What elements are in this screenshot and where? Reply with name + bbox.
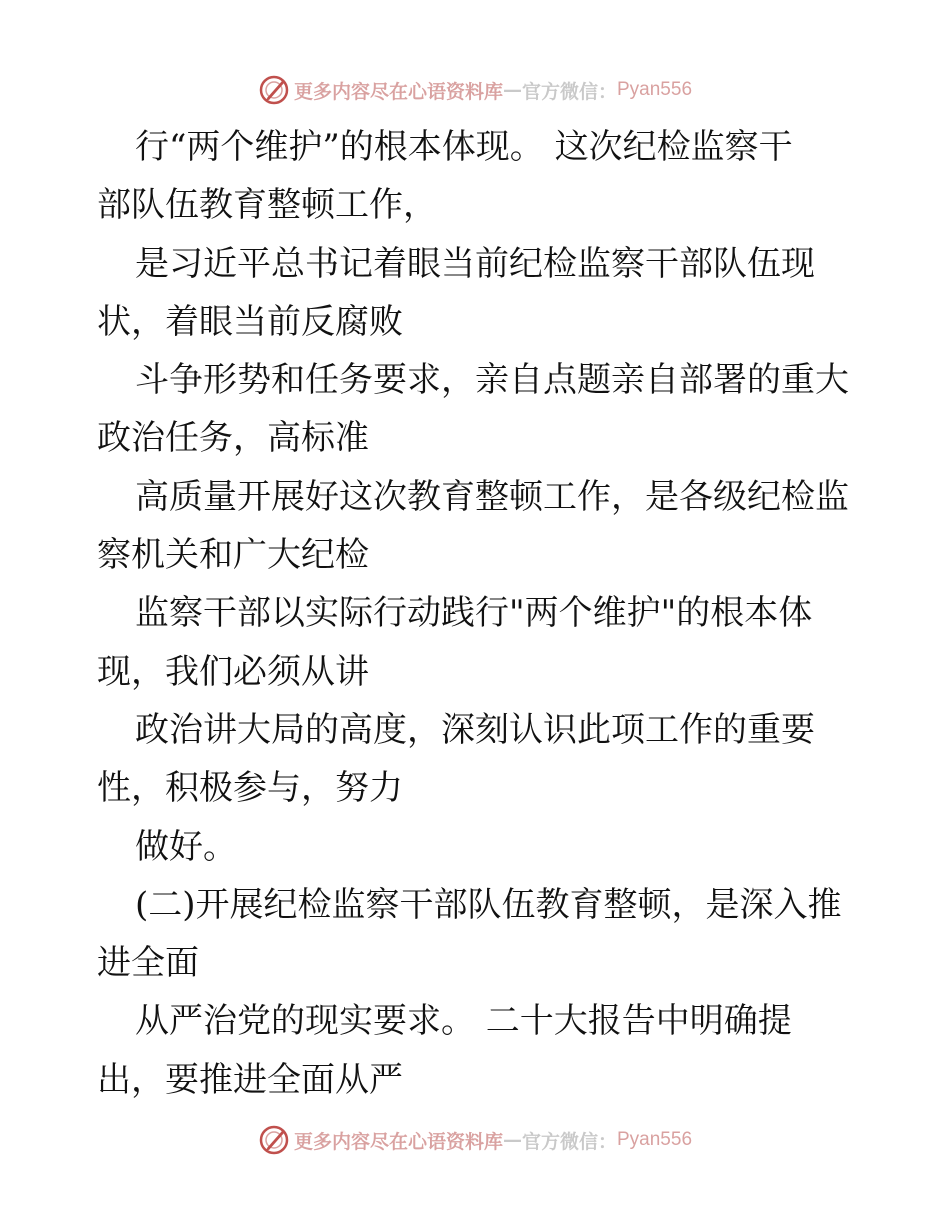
text-line: 察机关和广大纪检 [97,535,369,576]
text-line: 斗争形势和任务要求，亲自点题亲自部署的重大 [135,360,849,401]
text-line: 政治任务，高标准 [97,418,369,459]
text-line: 高质量开展好这次教育整顿工作，是各级纪检监 [135,476,849,517]
watermark-sub-text: 官方微信： [521,1130,617,1153]
watermark-sub-text: 官方微信： [521,80,617,103]
text-line: 性，积极参与，努力 [97,768,403,809]
text-line: 政治讲大局的高度，深刻认识此项工作的重要 [135,709,815,750]
text-line: 做好。 [135,826,237,867]
text-line: 部队伍教育整顿工作， [97,185,437,226]
footer-watermark [0,1120,950,1160]
text-line: 是习近平总书记着眼当前纪检监察干部队伍现 [135,243,815,284]
text-line: (二)开展纪检监察干部队伍教育整顿，是深入推 [135,884,842,925]
watermark-id-text: Pyan556 [617,79,693,100]
text-line: 从严治党的现实要求。 二十大报告中明确提 [135,1001,792,1042]
quill-circle-icon [258,74,290,106]
document-body [97,118,857,1109]
text-line: 监察干部以实际行动践行"两个维护"的根本体 [135,593,813,634]
watermark-dash: — [502,79,522,101]
text-line: 进全面 [97,943,199,984]
watermark-main-text: 更多内容尽在心语资料库 [293,80,503,103]
text-line: 状，着眼当前反腐败 [97,301,403,342]
watermark-id-text: Pyan556 [617,1129,693,1150]
text-line: 出，要推进全面从严 [97,1059,403,1100]
watermark-dash: — [502,1129,522,1151]
text-line: 现，我们必须从讲 [97,651,369,692]
quill-circle-icon [258,1124,290,1156]
text-line: 行“两个维护”的根本体现。 这次纪检监察干 [135,127,793,167]
watermark-main-text: 更多内容尽在心语资料库 [293,1130,503,1153]
header-watermark [0,70,950,110]
